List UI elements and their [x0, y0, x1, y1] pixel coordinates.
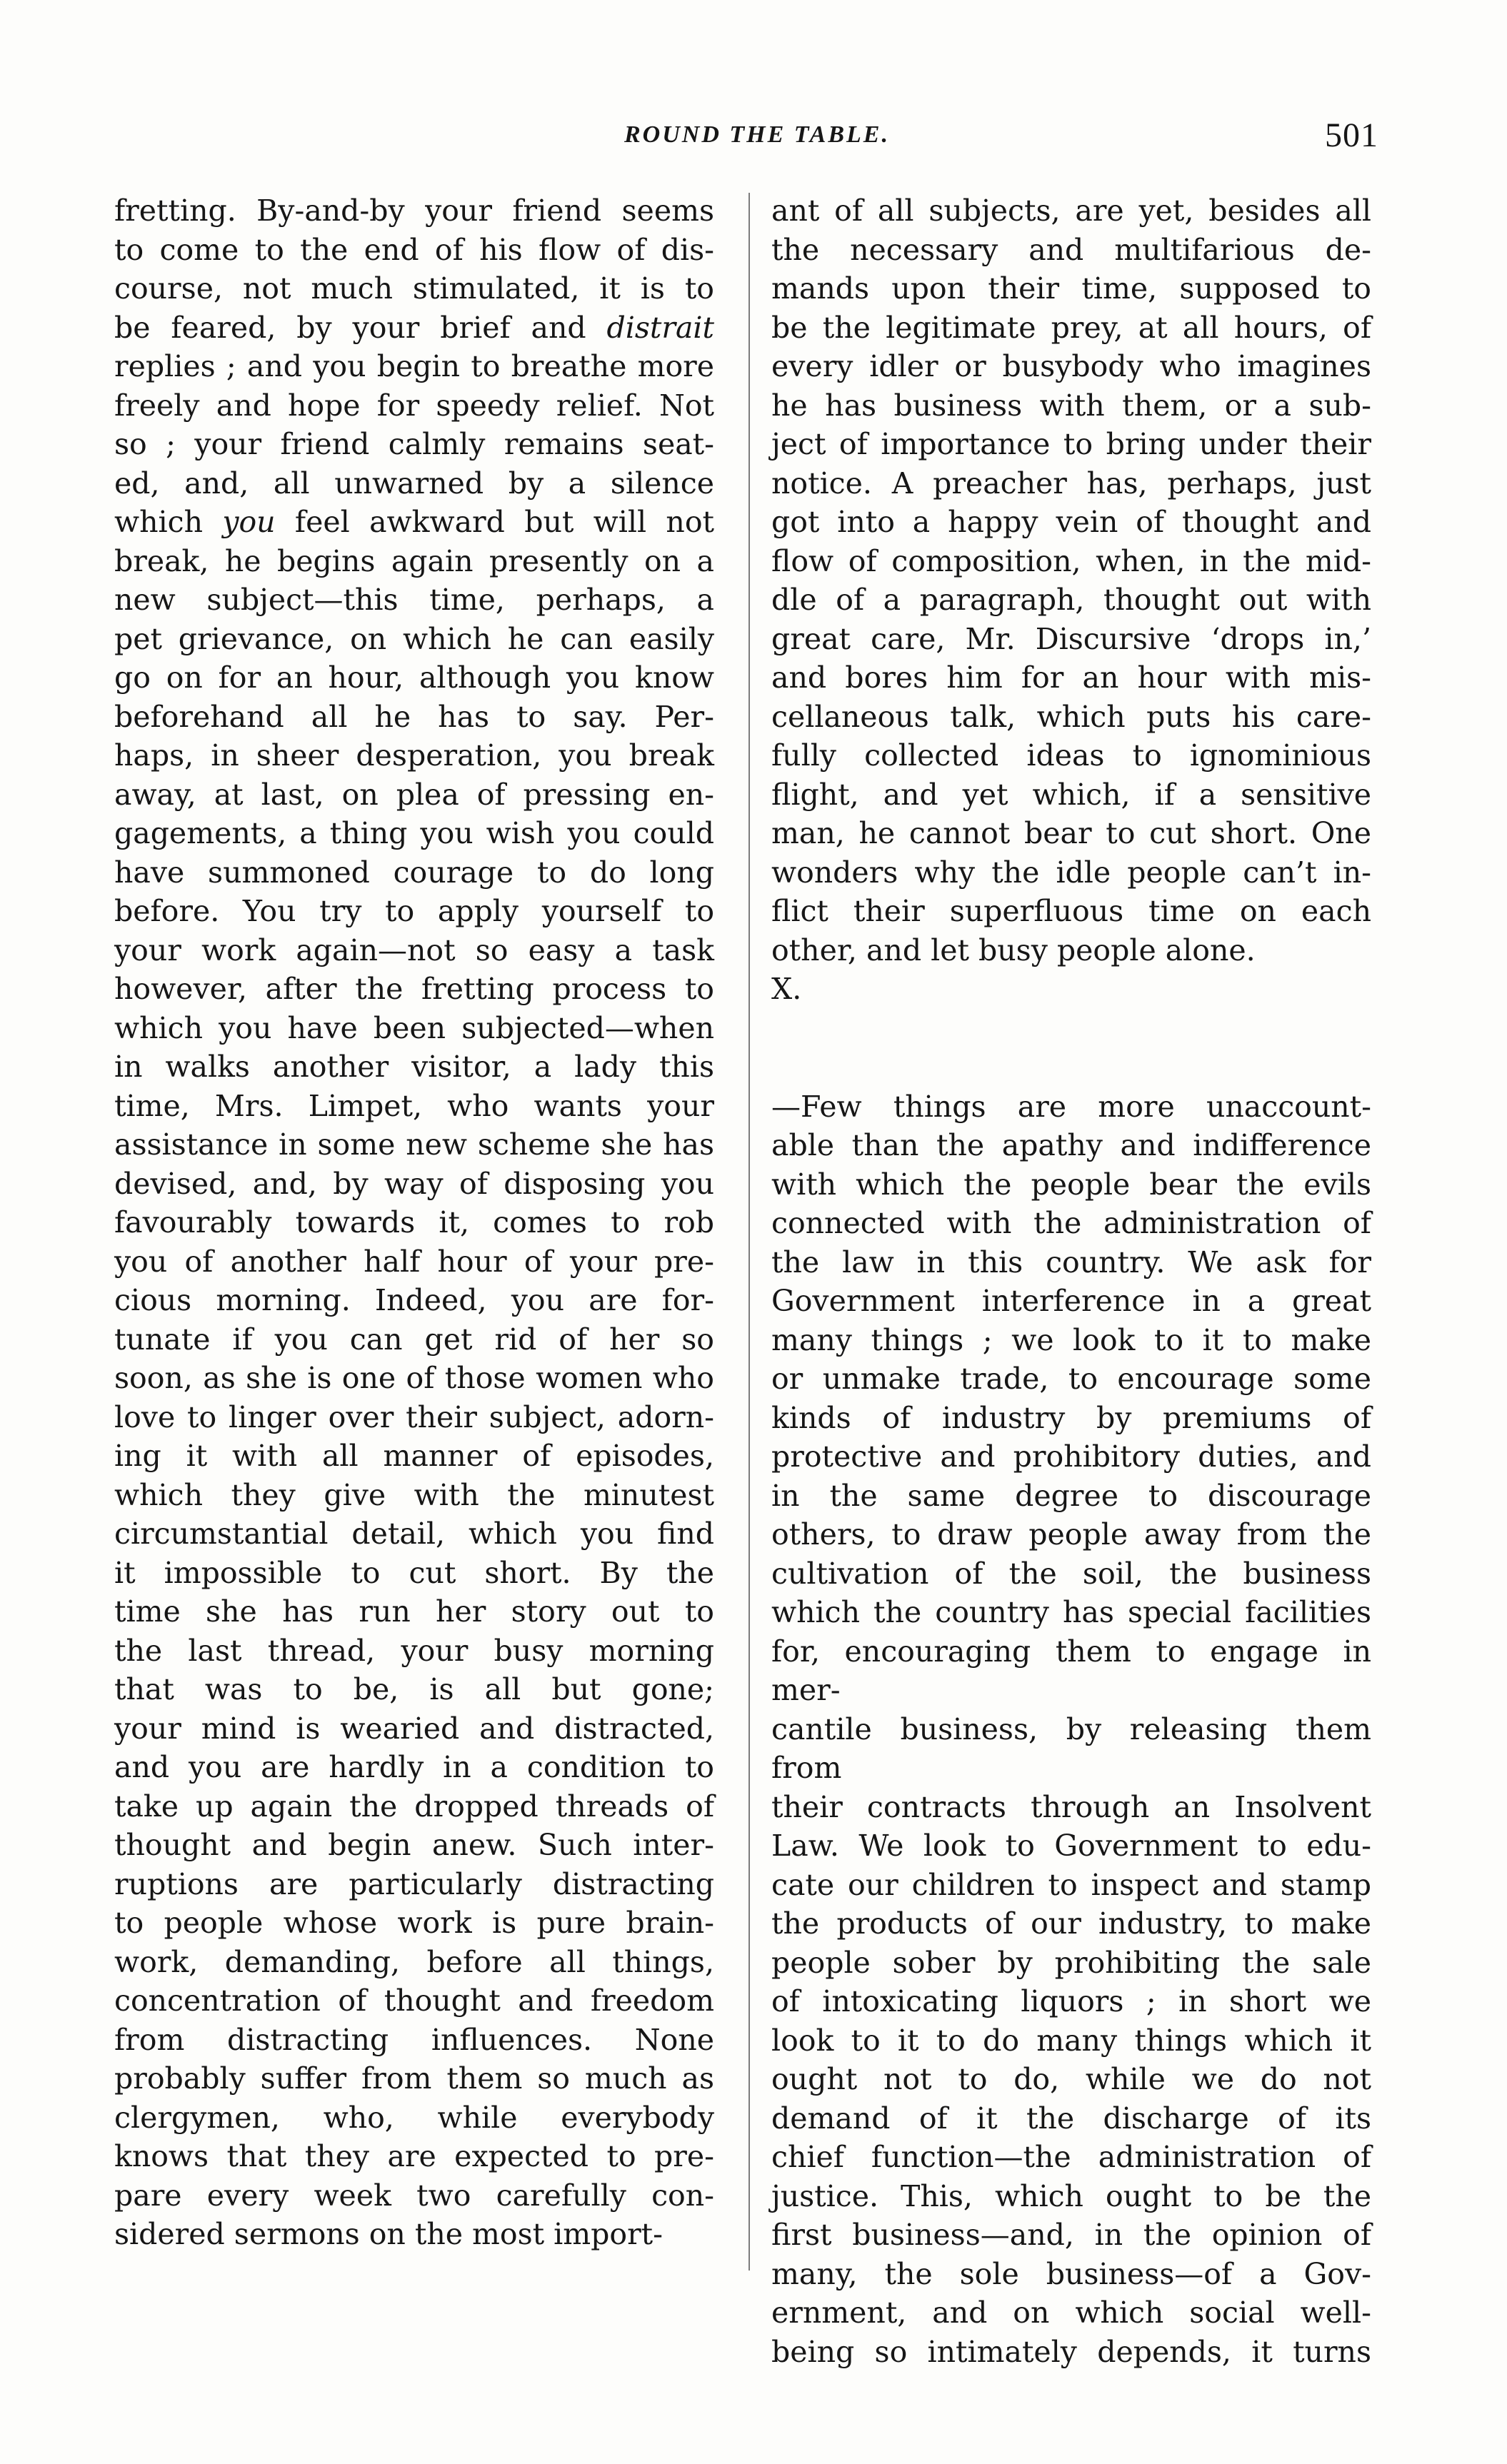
text-line: connected with the administration of	[771, 1206, 1371, 1240]
text-line: that was to be, is all but gone;	[114, 1672, 714, 1706]
text-line: and you are hardly in a condition to	[114, 1750, 714, 1784]
text-line: pet grievance, on which he can easily	[114, 621, 714, 656]
text-line: demand of it the discharge of its	[771, 2101, 1371, 2136]
text-line: dle of a paragraph, thought out with	[771, 583, 1371, 617]
section-gap	[771, 1009, 1371, 1087]
text-line: of intoxicating liquors ; in short we	[771, 1984, 1371, 2018]
text-line: the necessary and multifarious de-	[771, 232, 1371, 267]
text-line: go on for an hour, although you know	[114, 660, 714, 695]
text-line: time she has run her story out to	[114, 1594, 714, 1629]
text-line: able than the apathy and indifference	[771, 1128, 1371, 1162]
text-line: many things ; we look to it to make	[771, 1322, 1371, 1357]
text-line: gagements, a thing you wish you could	[114, 816, 714, 850]
italic-word: distrait	[606, 310, 714, 345]
text-line: every idler or busybody who imagines	[771, 349, 1371, 383]
column-divider	[749, 193, 750, 2271]
text-line: take up again the dropped threads of	[114, 1789, 714, 1824]
text-line: ernment, and on which social well-	[771, 2295, 1371, 2330]
text-line: their contracts through an Insolvent	[771, 1789, 1371, 1824]
text-line: pare every week two carefully con-	[114, 2178, 714, 2213]
text-line: circumstantial detail, which you find	[114, 1517, 714, 1551]
text-line: ought not to do, while we do not	[771, 2062, 1371, 2096]
text-line: which they give with the minutest	[114, 1477, 714, 1512]
text-line: first business—and, in the opinion of	[771, 2218, 1371, 2252]
text-line: people sober by prohibiting the sale	[771, 1945, 1371, 1980]
text-line: favourably towards it, comes to rob	[114, 1205, 714, 1239]
text-line: be the legitimate prey, at all hours, of	[771, 310, 1371, 345]
text-line: look to it to do many things which it	[771, 2023, 1371, 2058]
running-title: ROUND THE TABLE.	[624, 121, 890, 148]
text-line: Law. We look to Government to edu-	[771, 1829, 1371, 1863]
left-column	[114, 191, 714, 2254]
text-line: many, the sole business—of a Gov-	[771, 2256, 1371, 2291]
text-line: got into a happy vein of thought and	[771, 505, 1371, 539]
text-line: the law in this country. We ask for	[771, 1244, 1371, 1279]
text-line: which you have been subjected—when	[114, 1010, 714, 1045]
text-line: before. You try to apply yourself to	[114, 894, 714, 928]
text-line: beforehand all he has to say. Per-	[114, 699, 714, 734]
text-line: mands upon their time, supposed to	[771, 271, 1371, 306]
text-line: work, demanding, before all things,	[114, 1944, 714, 1979]
text-line: flow of composition, when, in the mid-	[771, 543, 1371, 578]
text-line: cious morning. Indeed, you are for-	[114, 1283, 714, 1317]
text-line: cellaneous talk, which puts his care-	[771, 699, 1371, 734]
text-line: or unmake trade, to encourage some	[771, 1362, 1371, 1396]
text-line: your work again—not so easy a task	[114, 932, 714, 967]
text-line: ant of all subjects, are yet, besides all	[771, 193, 1371, 228]
text-line: —Few things are more unaccount-	[771, 1089, 1371, 1124]
text-line: you of another half hour of your pre-	[114, 1244, 714, 1279]
text-line: from distracting influences. None	[114, 2022, 714, 2057]
text-line: for, encouraging them to engage in mer-	[771, 1634, 1371, 1707]
italic-word: you	[222, 505, 276, 539]
text-line: love to linger over their subject, adorn-	[114, 1399, 714, 1434]
text-line: it impossible to cut short. By the	[114, 1555, 714, 1590]
text-line: to come to the end of his flow of dis-	[114, 232, 714, 267]
text-line: replies ; and you begin to breathe more	[114, 349, 714, 383]
text-line: cantile business, by releasing them from	[771, 1711, 1371, 1785]
text-line: the products of our industry, to make	[771, 1906, 1371, 1941]
text-line: soon, as she is one of those women who	[114, 1361, 714, 1395]
line-text: feel awkward but will not	[275, 505, 714, 539]
text-line: cate our children to inspect and stamp	[771, 1867, 1371, 1902]
text-line: Government interference in a great	[771, 1284, 1371, 1318]
author-signature: X.	[771, 972, 802, 1006]
text-line: time, Mrs. Limpet, who wants your	[114, 1088, 714, 1123]
text-line: great care, Mr. Discursive ‘drops in,’	[771, 621, 1371, 656]
text-line: devised, and, by way of disposing you	[114, 1166, 714, 1201]
text-line: new subject—this time, perhaps, a	[114, 583, 714, 617]
text-line: probably suffer from them so much as	[114, 2061, 714, 2096]
text-line: flict their superfluous time on each	[771, 894, 1371, 928]
text-line: protective and prohibitory duties, and	[771, 1439, 1371, 1474]
text-line: freely and hope for speedy relief. Not	[114, 388, 714, 423]
text-line: the last thread, your busy morning	[114, 1633, 714, 1668]
text-line	[114, 308, 714, 348]
text-line: concentration of thought and freedom	[114, 1983, 714, 2018]
text-line: assistance in some new scheme she has	[114, 1127, 714, 1162]
text-line: ing it with all manner of episodes,	[114, 1439, 714, 1473]
text-line: to people whose work is pure brain-	[114, 1906, 714, 1940]
text-line: other, and let busy people alone.	[771, 932, 1256, 967]
text-line: away, at last, on plea of pressing en-	[114, 777, 714, 812]
text-line: ruptions are particularly distracting	[114, 1866, 714, 1901]
text-line: haps, in sheer desperation, you break	[114, 738, 714, 773]
text-line: being so intimately depends, it turns	[771, 2334, 1371, 2369]
text-line	[114, 503, 714, 542]
text-line: man, he cannot bear to cut short. One	[771, 816, 1371, 850]
text-line: with which the people bear the evils	[771, 1167, 1371, 1202]
text-line: in the same degree to discourage	[771, 1478, 1371, 1513]
text-line: sidered sermons on the most import-	[114, 2217, 664, 2251]
text-line: tunate if you can get rid of her so	[114, 1322, 714, 1357]
page-number: 501	[1325, 116, 1378, 154]
text-line: thought and begin anew. Such inter-	[114, 1828, 714, 1862]
text-line: break, he begins again presently on a	[114, 543, 714, 578]
text-line: cultivation of the soil, the business	[771, 1556, 1371, 1591]
text-line: he has business with them, or a sub-	[771, 388, 1371, 423]
text-line: course, not much stimulated, it is to	[114, 271, 714, 306]
right-column	[771, 191, 1371, 2371]
text-line: however, after the fretting process to	[114, 972, 714, 1006]
text-line: in walks another visitor, a lady this	[114, 1050, 714, 1084]
text-line: ject of importance to bring under their	[771, 427, 1371, 461]
text-line: others, to draw people away from the	[771, 1517, 1371, 1552]
text-line: wonders why the idle people can’t in-	[771, 855, 1371, 890]
text-line: ed, and, all unwarned by a silence	[114, 466, 714, 501]
text-line: kinds of industry by premiums of	[771, 1400, 1371, 1435]
text-line: your mind is wearied and distracted,	[114, 1711, 714, 1746]
text-line: justice. This, which ought to be the	[771, 2178, 1371, 2213]
text-line: fretting. By-and-by your friend seems	[114, 193, 714, 228]
text-line: flight, and yet which, if a sensitive	[771, 777, 1371, 812]
text-line: notice. A preacher has, perhaps, just	[771, 466, 1371, 501]
text-line: so ; your friend calmly remains seat-	[114, 427, 714, 461]
text-line: fully collected ideas to ignominious	[771, 738, 1371, 773]
text-line: clergymen, who, while everybody	[114, 2100, 714, 2135]
line-text: be feared, by your brief and	[114, 310, 607, 345]
text-line: and bores him for an hour with mis-	[771, 660, 1371, 695]
text-line: which the country has special facilities	[771, 1595, 1371, 1629]
text-line: knows that they are expected to pre-	[114, 2139, 714, 2173]
text-line: have summoned courage to do long	[114, 855, 714, 890]
line-text: which	[114, 505, 223, 539]
text-line: chief function—the administration of	[771, 2140, 1371, 2174]
